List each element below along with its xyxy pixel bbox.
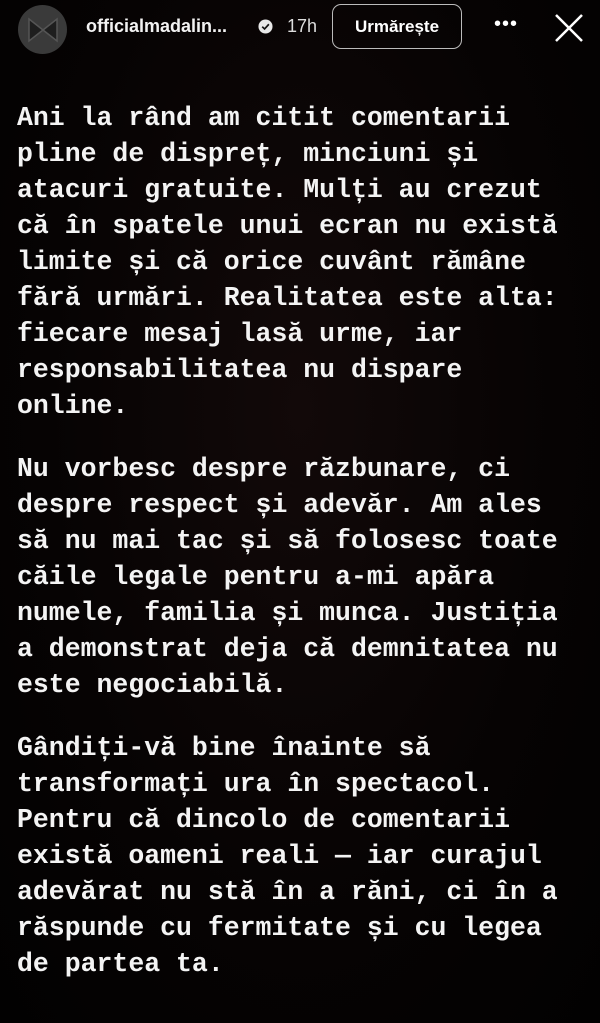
story-line: transformați ura în spectacol. (17, 769, 495, 799)
story-line: numele, familia și munca. Justiția (17, 598, 558, 628)
story-line: a demonstrat deja că demnitatea nu (17, 634, 558, 664)
story-line: Nu vorbesc despre răzbunare, ci (17, 454, 510, 484)
story-line: căile legale pentru a-mi apăra (17, 562, 495, 592)
follow-button[interactable]: Urmărește (332, 4, 462, 49)
story-line: fiecare mesaj lasă urme, iar (17, 319, 463, 349)
close-icon[interactable] (551, 10, 587, 46)
story-line: pline de dispreț, minciuni și (17, 139, 479, 169)
story-paragraph (17, 730, 597, 982)
verified-badge-icon (258, 19, 273, 34)
story-paragraph (17, 451, 597, 703)
story-line: să nu mai tac și să folosesc toate (17, 526, 558, 556)
story-text (17, 100, 597, 1009)
story-line: atacuri gratuite. Mulți au crezut (17, 175, 542, 205)
story-line: responsabilitatea nu dispare (17, 355, 463, 385)
story-line: adevărat nu stă în a răni, ci în a (17, 877, 558, 907)
story-header (0, 0, 600, 56)
username[interactable]: officialmadalin... (86, 16, 228, 36)
story-line: este negociabilă. (17, 670, 288, 700)
story-line: Pentru că dincolo de comentarii (17, 805, 510, 835)
story-line: fără urmări. Realitatea este alta: (17, 283, 558, 313)
story-line: există oameni reali — iar curajul (17, 841, 542, 871)
avatar[interactable] (18, 5, 67, 54)
post-time: 17h (287, 16, 318, 36)
logo-icon (26, 15, 60, 45)
story-line: de partea ta. (17, 949, 224, 979)
story-line: limite și că orice cuvânt rămâne (17, 247, 526, 277)
story-line: Ani la rând am citit comentarii (17, 103, 510, 133)
more-options-icon[interactable]: ••• (494, 13, 519, 35)
story-paragraph (17, 100, 597, 424)
story-line: Gândiți-vă bine înainte să (17, 733, 431, 763)
story-line: online. (17, 391, 129, 421)
story-line: răspunde cu fermitate și cu legea (17, 913, 542, 943)
story-line: că în spatele unui ecran nu există (17, 211, 558, 241)
story-line: despre respect și adevăr. Am ales (17, 490, 542, 520)
